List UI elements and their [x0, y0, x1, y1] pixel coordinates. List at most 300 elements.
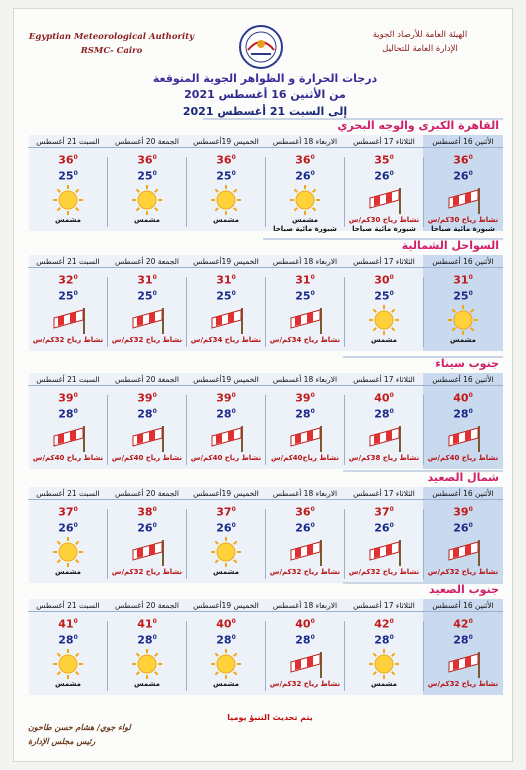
max-temp: [107, 504, 187, 519]
degree-icon: 0: [310, 506, 315, 513]
column-divider: [265, 621, 266, 691]
sun-icon: [283, 184, 327, 216]
sun-icon: [204, 536, 248, 568]
max-temp: [344, 152, 424, 167]
min-temp: [107, 519, 187, 535]
column-divider: [423, 277, 424, 347]
max-temp-value: 39: [216, 391, 232, 405]
region-days: [29, 373, 503, 469]
degree-icon: 0: [231, 521, 236, 529]
day-name: الاربعاء 18 أغسطس: [265, 489, 345, 500]
degree-icon: 0: [310, 169, 315, 177]
day-name: الثلاثاء 17 أغسطس: [344, 375, 424, 386]
min-temp-value: 28: [453, 633, 469, 647]
min-temp-value: 25: [58, 169, 74, 183]
forecast-day-cell: [423, 487, 503, 583]
region-name: السواحل الشمالية: [401, 239, 499, 252]
max-temp-value: 40: [295, 617, 311, 631]
signature-title: رئيس مجلس الإدارة: [28, 736, 96, 746]
min-temp: [344, 631, 424, 647]
weather-desc: نشاط رياح 34كم/س: [269, 336, 341, 345]
day-name: الجمعة 20 أغسطس: [107, 375, 187, 386]
day-name: الثلاثاء 17 أغسطس: [344, 137, 424, 148]
day-name: الخميس 19أغسطس: [186, 375, 266, 386]
min-temp: [186, 167, 266, 183]
min-temp-value: 28: [137, 407, 153, 421]
max-temp-value: 40: [453, 391, 469, 405]
sun-icon: [46, 536, 90, 568]
region-header: [29, 470, 503, 487]
max-temp: [423, 390, 503, 405]
max-temp-value: 41: [137, 617, 153, 631]
degree-icon: 0: [152, 407, 157, 415]
degree-icon: 0: [468, 392, 473, 399]
min-temp-value: 26: [295, 521, 311, 535]
min-temp: [265, 167, 345, 183]
max-temp: [344, 272, 424, 287]
degree-icon: 0: [231, 154, 236, 161]
max-temp-value: 39: [137, 391, 153, 405]
weather-desc-extra: شبورة مائية صباحا: [352, 225, 416, 234]
max-temp-value: 30: [374, 273, 390, 287]
windsock-icon: [362, 422, 406, 454]
min-temp: [107, 405, 187, 421]
weather-desc: نشاط رياح 40كم/س: [190, 454, 262, 463]
weather-desc: مشمس: [54, 216, 82, 225]
max-temp-value: 36: [453, 153, 469, 167]
degree-icon: 0: [231, 618, 236, 625]
sun-icon: [125, 184, 169, 216]
degree-icon: 0: [152, 289, 157, 297]
max-temp: [107, 152, 187, 167]
forecast-day-cell: [107, 599, 187, 695]
windsock-icon: [46, 304, 90, 336]
max-temp-value: 39: [58, 391, 74, 405]
degree-icon: 0: [152, 392, 157, 399]
windsock-icon: [362, 184, 406, 216]
degree-icon: 0: [73, 274, 78, 281]
column-divider: [344, 395, 345, 465]
sun-icon: [362, 304, 406, 336]
min-temp: [186, 405, 266, 421]
min-temp-value: 25: [216, 169, 232, 183]
day-name: الخميس 19أغسطس: [186, 257, 266, 268]
degree-icon: 0: [310, 274, 315, 281]
min-temp: [28, 519, 108, 535]
column-divider: [107, 277, 108, 347]
day-name: الثلاثاء 17 أغسطس: [344, 601, 424, 612]
min-temp: [107, 167, 187, 183]
sun-icon: [46, 648, 90, 680]
min-temp-value: 28: [58, 633, 74, 647]
forecast-day-cell: [107, 135, 187, 231]
degree-icon: 0: [389, 169, 394, 177]
region-header: [29, 356, 503, 373]
weather-desc-extra: شبورة مائية صباحا: [431, 225, 495, 234]
windsock-icon: [362, 536, 406, 568]
max-temp: [28, 272, 108, 287]
forecast-day-cell: [186, 255, 266, 351]
degree-icon: 0: [468, 506, 473, 513]
degree-icon: 0: [310, 154, 315, 161]
degree-icon: 0: [152, 274, 157, 281]
weather-desc: نشاط رياح 30كم/س: [427, 216, 499, 225]
min-temp-value: 28: [453, 407, 469, 421]
sun-icon: [362, 648, 406, 680]
max-temp: [186, 390, 266, 405]
region-block: [29, 238, 503, 351]
degree-icon: 0: [468, 169, 473, 177]
min-temp: [107, 287, 187, 303]
authority-name-ar: [340, 28, 500, 56]
region-days: [29, 255, 503, 351]
region-days: [29, 487, 503, 583]
min-temp-value: 26: [216, 521, 232, 535]
region-name: القاهرة الكبرى والوجه البحري: [337, 119, 499, 132]
min-temp-value: 25: [453, 289, 469, 303]
max-temp: [28, 616, 108, 631]
day-name: الاربعاء 18 أغسطس: [265, 601, 345, 612]
day-name: الاربعاء 18 أغسطس: [265, 257, 345, 268]
weather-desc: نشاط رياح 32كم/س: [269, 568, 341, 577]
column-divider: [186, 157, 187, 227]
degree-icon: 0: [468, 154, 473, 161]
min-temp-value: 25: [216, 289, 232, 303]
degree-icon: 0: [152, 154, 157, 161]
min-temp-value: 28: [58, 407, 74, 421]
weather-desc: مشمس: [212, 216, 240, 225]
max-temp: [107, 390, 187, 405]
weather-desc: مشمس: [291, 216, 319, 225]
weather-desc-extra: شبورة مائية صباحا: [273, 225, 337, 234]
min-temp: [423, 167, 503, 183]
degree-icon: 0: [389, 154, 394, 161]
column-divider: [107, 621, 108, 691]
min-temp-value: 28: [216, 407, 232, 421]
forecast-day-cell: [265, 135, 345, 234]
column-divider: [107, 395, 108, 465]
degree-icon: 0: [468, 633, 473, 641]
degree-icon: 0: [73, 506, 78, 513]
weather-desc: مشمس: [133, 680, 161, 689]
min-temp: [344, 405, 424, 421]
forecast-day-cell: [265, 487, 345, 583]
day-name: السبت 21 أغسطس: [28, 601, 108, 612]
column-divider: [186, 509, 187, 579]
sun-icon: [204, 184, 248, 216]
column-divider: [423, 509, 424, 579]
degree-icon: 0: [231, 169, 236, 177]
degree-icon: 0: [231, 506, 236, 513]
windsock-icon: [441, 184, 485, 216]
max-temp: [423, 504, 503, 519]
degree-icon: 0: [73, 289, 78, 297]
min-temp-value: 25: [137, 289, 153, 303]
max-temp-value: 38: [137, 505, 153, 519]
min-temp: [344, 287, 424, 303]
column-divider: [265, 509, 266, 579]
day-name: الأثنين 16 أغسطس: [423, 137, 503, 148]
windsock-icon: [125, 304, 169, 336]
column-divider: [423, 395, 424, 465]
min-temp-value: 25: [58, 289, 74, 303]
max-temp-value: 31: [216, 273, 232, 287]
max-temp: [423, 272, 503, 287]
weather-desc: نشاط رياح 32كم/س: [348, 568, 420, 577]
max-temp: [28, 152, 108, 167]
forecast-day-cell: [423, 599, 503, 695]
max-temp: [186, 152, 266, 167]
windsock-icon: [125, 536, 169, 568]
forecast-day-cell: [344, 255, 424, 351]
day-name: الأثنين 16 أغسطس: [423, 601, 503, 612]
weather-desc: نشاط رياح 32كم/س: [427, 568, 499, 577]
windsock-icon: [125, 422, 169, 454]
authority-name-line1: Egyptian Meteorological Authority: [28, 32, 195, 42]
max-temp-value: 42: [374, 617, 390, 631]
page-subtitle-from: من الأثنين 16 أغسطس 2021: [184, 88, 346, 101]
windsock-icon: [283, 648, 327, 680]
min-temp-value: 26: [137, 521, 153, 535]
sun-icon: [204, 648, 248, 680]
region-days: [29, 135, 503, 234]
max-temp-value: 31: [137, 273, 153, 287]
region-block: [29, 582, 503, 695]
region-header: [29, 118, 503, 135]
forecast-day-cell: [423, 135, 503, 234]
min-temp-value: 26: [374, 169, 390, 183]
day-name: الثلاثاء 17 أغسطس: [344, 257, 424, 268]
region-days: [29, 599, 503, 695]
min-temp-value: 26: [453, 521, 469, 535]
forecast-day-cell: [344, 135, 424, 234]
weather-desc: مشمس: [370, 680, 398, 689]
max-temp-value: 35: [374, 153, 390, 167]
max-temp-value: 36: [295, 153, 311, 167]
max-temp: [423, 152, 503, 167]
min-temp-value: 28: [374, 407, 390, 421]
min-temp: [423, 519, 503, 535]
min-temp: [28, 405, 108, 421]
weather-desc: نشاط رياح 38كم/س: [348, 454, 420, 463]
windsock-icon: [204, 422, 248, 454]
min-temp-value: 26: [453, 169, 469, 183]
min-temp-value: 25: [374, 289, 390, 303]
max-temp: [107, 616, 187, 631]
column-divider: [107, 157, 108, 227]
degree-icon: 0: [389, 274, 394, 281]
max-temp-value: 37: [58, 505, 74, 519]
degree-icon: 0: [389, 407, 394, 415]
day-name: الجمعة 20 أغسطس: [107, 257, 187, 268]
max-temp-value: 40: [374, 391, 390, 405]
windsock-icon: [283, 304, 327, 336]
day-name: الأثنين 16 أغسطس: [423, 375, 503, 386]
degree-icon: 0: [231, 289, 236, 297]
windsock-icon: [441, 422, 485, 454]
min-temp-value: 28: [374, 633, 390, 647]
degree-icon: 0: [73, 154, 78, 161]
min-temp: [186, 631, 266, 647]
max-temp: [186, 272, 266, 287]
day-name: الأثنين 16 أغسطس: [423, 489, 503, 500]
page-title: درجات الحرارة و الظواهر الجوية المتوقعة: [152, 72, 378, 85]
day-name: الخميس 19أغسطس: [186, 489, 266, 500]
forecast-day-cell: [265, 373, 345, 469]
min-temp-value: 28: [216, 633, 232, 647]
ema-logo-icon: [238, 24, 284, 70]
update-note: يتم تحديث التنبؤ يوميا: [227, 713, 313, 722]
degree-icon: 0: [231, 392, 236, 399]
weather-desc: نشاط رياح 34كم/س: [190, 336, 262, 345]
min-temp: [28, 167, 108, 183]
degree-icon: 0: [468, 618, 473, 625]
forecast-day-cell: [107, 487, 187, 583]
column-divider: [344, 509, 345, 579]
max-temp-value: 32: [58, 273, 74, 287]
column-divider: [186, 621, 187, 691]
day-name: الاربعاء 18 أغسطس: [265, 375, 345, 386]
forecast-day-cell: [265, 599, 345, 695]
day-name: السبت 21 أغسطس: [28, 489, 108, 500]
max-temp: [186, 504, 266, 519]
max-temp-value: 31: [453, 273, 469, 287]
min-temp-value: 26: [58, 521, 74, 535]
region-block: [29, 118, 503, 234]
degree-icon: 0: [389, 289, 394, 297]
weather-desc: مشمس: [54, 680, 82, 689]
degree-icon: 0: [73, 169, 78, 177]
forecast-day-cell: [344, 599, 424, 695]
windsock-icon: [283, 422, 327, 454]
max-temp: [28, 504, 108, 519]
min-temp: [344, 519, 424, 535]
page-subtitle-to: إلى السبت 21 أغسطس 2021: [182, 105, 348, 118]
min-temp: [265, 631, 345, 647]
column-divider: [107, 509, 108, 579]
max-temp: [344, 616, 424, 631]
degree-icon: 0: [468, 521, 473, 529]
degree-icon: 0: [310, 392, 315, 399]
weather-desc: مشمس: [370, 336, 398, 345]
signature-block: [28, 720, 178, 748]
max-temp-value: 31: [295, 273, 311, 287]
forecast-day-cell: [344, 487, 424, 583]
max-temp-value: 39: [295, 391, 311, 405]
day-name: الثلاثاء 17 أغسطس: [344, 489, 424, 500]
degree-icon: 0: [73, 633, 78, 641]
forecast-day-cell: [107, 255, 187, 351]
day-name: الجمعة 20 أغسطس: [107, 489, 187, 500]
min-temp: [28, 287, 108, 303]
min-temp: [265, 287, 345, 303]
forecast-day-cell: [423, 373, 503, 469]
min-temp-value: 26: [374, 521, 390, 535]
day-name: الجمعة 20 أغسطس: [107, 601, 187, 612]
column-divider: [186, 395, 187, 465]
region-block: [29, 356, 503, 469]
degree-icon: 0: [73, 392, 78, 399]
day-name: الأثنين 16 أغسطس: [423, 257, 503, 268]
max-temp: [423, 616, 503, 631]
min-temp: [423, 631, 503, 647]
max-temp: [265, 616, 345, 631]
degree-icon: 0: [468, 407, 473, 415]
day-name: السبت 21 أغسطس: [28, 257, 108, 268]
forecast-day-cell: [186, 599, 266, 695]
sun-icon: [125, 648, 169, 680]
degree-icon: 0: [389, 633, 394, 641]
column-divider: [423, 621, 424, 691]
region-name: جنوب الصعيد: [429, 583, 499, 596]
day-name: السبت 21 أغسطس: [28, 375, 108, 386]
forecast-day-cell: [186, 487, 266, 583]
max-temp: [107, 272, 187, 287]
max-temp-value: 41: [58, 617, 74, 631]
max-temp-value: 42: [453, 617, 469, 631]
max-temp: [265, 272, 345, 287]
degree-icon: 0: [73, 618, 78, 625]
weather-desc: مشمس: [133, 216, 161, 225]
min-temp-value: 28: [295, 407, 311, 421]
weather-desc: مشمس: [212, 568, 240, 577]
weather-desc: نشاط رياح 32كم/س: [427, 680, 499, 689]
min-temp-value: 28: [295, 633, 311, 647]
max-temp-value: 36: [216, 153, 232, 167]
forecast-day-cell: [28, 373, 108, 469]
sun-icon: [46, 184, 90, 216]
authority-name-ar-line2: الإدارة العامة للتحاليل: [382, 44, 458, 54]
day-name: الخميس 19أغسطس: [186, 601, 266, 612]
max-temp-value: 36: [295, 505, 311, 519]
min-temp-value: 28: [137, 633, 153, 647]
weather-desc: نشاط رياح40كم/س: [271, 454, 339, 463]
forecast-day-cell: [265, 255, 345, 351]
sun-icon: [441, 304, 485, 336]
authority-name-ar-line1: الهيئة العامة للأرصاد الجوية: [372, 30, 468, 40]
region-name: شمال الصعيد: [427, 471, 499, 484]
max-temp: [265, 390, 345, 405]
degree-icon: 0: [389, 392, 394, 399]
degree-icon: 0: [231, 274, 236, 281]
column-divider: [265, 277, 266, 347]
degree-icon: 0: [152, 169, 157, 177]
region-name: جنوب سيناء: [435, 357, 499, 370]
degree-icon: 0: [231, 633, 236, 641]
degree-icon: 0: [310, 407, 315, 415]
windsock-icon: [204, 304, 248, 336]
forecast-day-cell: [344, 373, 424, 469]
degree-icon: 0: [73, 521, 78, 529]
column-divider: [344, 277, 345, 347]
authority-name-en: [24, 30, 199, 58]
degree-icon: 0: [310, 618, 315, 625]
max-temp-value: 37: [374, 505, 390, 519]
column-divider: [265, 395, 266, 465]
region-header: [29, 238, 503, 255]
column-divider: [423, 157, 424, 227]
weather-desc: نشاط رياح 32كم/س: [269, 680, 341, 689]
max-temp: [265, 152, 345, 167]
day-name: الجمعة 20 أغسطس: [107, 137, 187, 148]
degree-icon: 0: [152, 633, 157, 641]
forecast-day-cell: [186, 373, 266, 469]
degree-icon: 0: [468, 274, 473, 281]
min-temp: [186, 287, 266, 303]
authority-name-line2: RSMC- Cairo: [80, 46, 143, 56]
min-temp-value: 25: [295, 289, 311, 303]
max-temp: [344, 504, 424, 519]
